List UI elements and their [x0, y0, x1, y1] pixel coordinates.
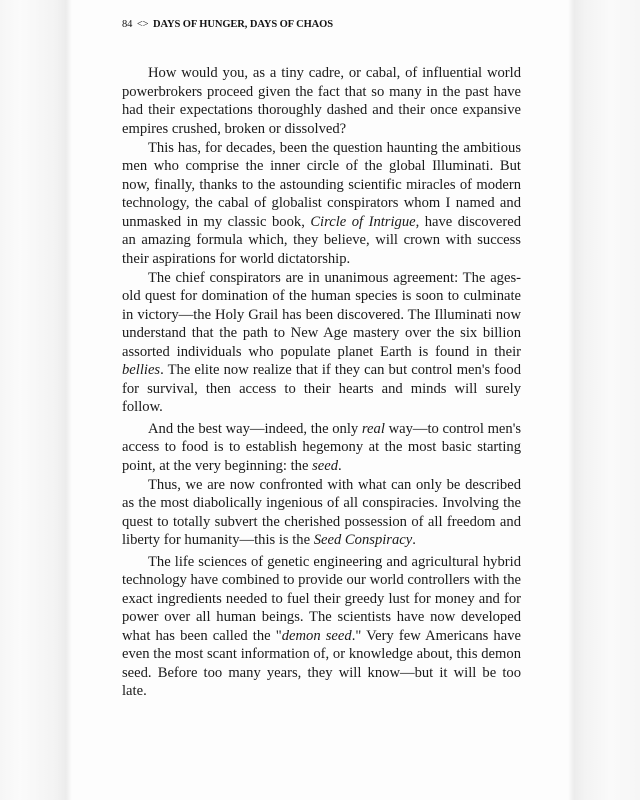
separator-glyph: <> [136, 19, 149, 30]
running-title: DAYS OF HUNGER, DAYS OF CHAOS [153, 19, 333, 30]
text-segment: . [412, 532, 416, 548]
text-segment: This has, for decades, been the question haunting the ambitious men who comprise the inner circle of the global Illuminati. But now, finally, thanks to the astounding scientific miracles of modern technology, the cabal of globalist conspirators whom I named and unmasked in my classic book, [122, 139, 521, 230]
text-segment: . The elite now realize that if they can but control men's food for survival, then access to their hearts and minds will surely follow. [122, 362, 521, 415]
emphasis: real [361, 420, 385, 437]
text-segment: How would you, as a tiny cadre, or cabal, of influential world powerbrokers proceed given the fact that so many in the past have had their expectations thoroughly dashed and their once expansive empires crushed, broken or dissolved? [122, 65, 521, 137]
paragraph [122, 269, 521, 417]
text-segment: , have discovered an amazing formula which, they believe, will crown with success their aspirations for world dictatorship. [122, 213, 521, 267]
paragraph [122, 553, 521, 701]
emphasis: demon seed [281, 627, 352, 644]
text-segment: And the best way—indeed, the only [148, 420, 362, 437]
text-segment: Thus, we are now confronted with what can only be described as the most diabolically ingenious of all conspiracies. Involving the quest to totally subvert the cherished possession of all freedom and liberty for humanity—this is the [122, 476, 521, 548]
body-text [122, 64, 521, 701]
text-segment: ." Very few Americans have even the most scant information of, or knowledge about, this demon seed. Before too many years, they will know—but it will be too late. [122, 627, 521, 699]
emphasis: bellies [122, 362, 161, 378]
paragraph [122, 64, 521, 138]
emphasis: seed [312, 457, 339, 474]
paragraph [122, 476, 521, 550]
emphasis: Seed Conspiracy [313, 532, 413, 548]
running-header [122, 19, 333, 30]
text-segment: The chief conspirators are in unanimous agreement: The ages-old quest for domination of the human species is soon to culminate in victory—the Holy Grail has been discovered. The Illuminati now understand that the path to New Age mastery over the six billion assorted individuals who populate planet Earth is found in their [122, 269, 521, 360]
text-segment: way—to control men's access to food is to establish hegemony at the most basic starting point, at the very beginning: the [122, 420, 522, 474]
paragraph [122, 139, 521, 269]
book-page [72, 0, 568, 800]
book-title: Circle of Intrigue [310, 213, 416, 230]
text-segment: The life sciences of genetic engineering and agricultural hybrid technology have combined to provide our world controllers with the exact ingredients needed to fuel their greedy lust for money and for power over all human beings. The scientists have now developed what has been called the " [122, 553, 521, 644]
paragraph [122, 420, 521, 476]
page-number: 84 [122, 19, 133, 30]
text-segment: . [338, 457, 342, 474]
